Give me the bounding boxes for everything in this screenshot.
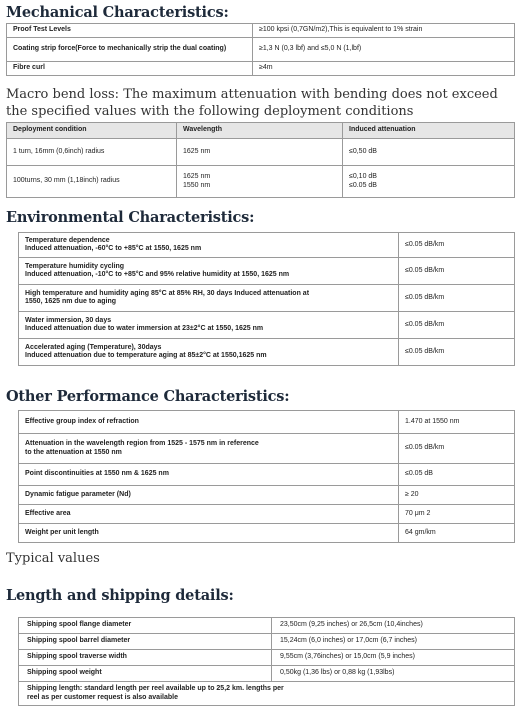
table-row — [19, 634, 515, 650]
table-row — [19, 618, 515, 634]
environmental-heading: Environmental Characteristics: — [6, 209, 255, 226]
table-row — [19, 666, 515, 682]
performance-label: Dynamic fatigue parameter (Nd) — [19, 486, 399, 505]
environmental-label: Water immersion, 30 days Induced attenuation due to water immersion at 23±2°C at 1550, 1625 nm — [19, 312, 399, 339]
deployment-condition: 100turns, 30 mm (1,18inch) radius — [7, 166, 177, 198]
table-row — [19, 650, 515, 666]
table-row — [19, 258, 515, 285]
environmental-value: ≤0.05 dB/km — [399, 285, 515, 312]
table-row — [7, 38, 515, 62]
environmental-table — [18, 232, 515, 366]
shipping-heading: Length and shipping details: — [6, 587, 234, 604]
attenuation-line: ≤0,10 dB — [349, 173, 377, 180]
table-row — [7, 62, 515, 76]
table-row — [19, 285, 515, 312]
table-row — [19, 233, 515, 258]
performance-value: ≥ 20 — [399, 486, 515, 505]
table-row — [19, 339, 515, 366]
shipping-value: 9,55cm (3,76inches) or 15,0cm (5,9 inches) — [272, 650, 515, 666]
environmental-label: Temperature humidity cycling Induced attenuation, -10°C to +85°C and 95% relative humidity at 1550, 1625 nm — [19, 258, 399, 285]
table-header-row — [7, 123, 515, 139]
performance-value: ≤0.05 dB — [399, 464, 515, 486]
wavelength-line: 1625 nm — [183, 173, 211, 180]
macro-bend-table — [6, 122, 515, 198]
environmental-value: ≤0.05 dB/km — [399, 258, 515, 285]
environmental-label: Accelerated aging (Temperature), 30days Induced attenuation due to temperature aging at 85±2°C at 1550,1625 nm — [19, 339, 399, 366]
shipping-label: Shipping spool weight — [19, 666, 272, 682]
wavelength-line: 1550 nm — [183, 181, 211, 189]
performance-value: ≤0.05 dB/km — [399, 434, 515, 464]
attenuation-line: ≤0.05 dB — [349, 181, 377, 189]
table-row — [19, 524, 515, 543]
mechanical-label: Coating strip force(Force to mechanically strip the dual coating) — [7, 38, 253, 62]
performance-table — [18, 410, 515, 543]
table-row — [19, 682, 515, 706]
wavelength: 1625 nm — [177, 139, 343, 166]
shipping-length-note: Shipping length: standard length per reel available up to 25,2 km. lengths per reel as per customer request is also available — [19, 682, 515, 706]
environmental-label: High temperature and humidity aging 85°C at 85% RH, 30 days Induced attenuation at 1550, 1625 nm due to aging — [19, 285, 399, 312]
environmental-value: ≤0.05 dB/km — [399, 312, 515, 339]
deployment-condition: 1 turn, 16mm (0,6inch) radius — [7, 139, 177, 166]
performance-value: 70 μm 2 — [399, 505, 515, 524]
table-row — [19, 312, 515, 339]
shipping-value: 23,50cm (9,25 inches) or 26,5cm (10,4inches) — [272, 618, 515, 634]
performance-label: Weight per unit length — [19, 524, 399, 543]
table-row — [7, 139, 515, 166]
performance-label: Effective area — [19, 505, 399, 524]
macro-bend-text: Macro bend loss: The maximum attenuation with bending does not exceed the specified values with the following deployment conditions — [6, 87, 498, 119]
table-row — [19, 411, 515, 434]
performance-label: Attenuation in the wavelength region from 1525 - 1575 nm in reference to the attenuation at 1550 nm — [19, 434, 399, 464]
table-row — [19, 486, 515, 505]
mechanical-label: Proof Test Levels — [7, 24, 253, 38]
shipping-label: Shipping spool barrel diameter — [19, 634, 272, 650]
mechanical-heading: Mechanical Characteristics: — [6, 4, 229, 21]
column-header: Deployment condition — [7, 123, 177, 139]
wavelength — [177, 166, 343, 198]
table-row — [19, 464, 515, 486]
table-row — [7, 24, 515, 38]
induced-attenuation — [343, 166, 515, 198]
environmental-value: ≤0.05 dB/km — [399, 339, 515, 366]
table-row — [19, 434, 515, 464]
table-row — [19, 505, 515, 524]
shipping-label: Shipping spool flange diameter — [19, 618, 272, 634]
shipping-table — [18, 617, 515, 706]
mechanical-value: ≥1,3 N (0,3 lbf) and ≤5,0 N (1,lbf) — [253, 38, 515, 62]
column-header: Induced attenuation — [343, 123, 515, 139]
performance-value: 1.470 at 1550 nm — [399, 411, 515, 434]
shipping-value: 0,50kg (1,36 lbs) or 0,88 kg (1,93lbs) — [272, 666, 515, 682]
shipping-value: 15,24cm (6,0 inches) or 17,0cm (6,7 inches) — [272, 634, 515, 650]
column-header: Wavelength — [177, 123, 343, 139]
mechanical-label: Fibre curl — [7, 62, 253, 76]
table-row — [7, 166, 515, 198]
mechanical-table — [6, 23, 515, 76]
mechanical-value: ≥4m — [253, 62, 515, 76]
induced-attenuation: ≤0,50 dB — [343, 139, 515, 166]
mechanical-value: ≥100 kpsi (0,7GN/m2),This is equivalent to 1% strain — [253, 24, 515, 38]
shipping-label: Shipping spool traverse width — [19, 650, 272, 666]
performance-label: Effective group index of refraction — [19, 411, 399, 434]
performance-heading: Other Performance Characteristics: — [6, 388, 290, 405]
environmental-label: Temperature dependence Induced attenuation, -60°C to +85°C at 1550, 1625 nm — [19, 233, 399, 258]
performance-value: 64 gm/km — [399, 524, 515, 543]
environmental-value: ≤0.05 dB/km — [399, 233, 515, 258]
performance-label: Point discontinuities at 1550 nm & 1625 nm — [19, 464, 399, 486]
typical-values-note: Typical values — [6, 551, 100, 566]
